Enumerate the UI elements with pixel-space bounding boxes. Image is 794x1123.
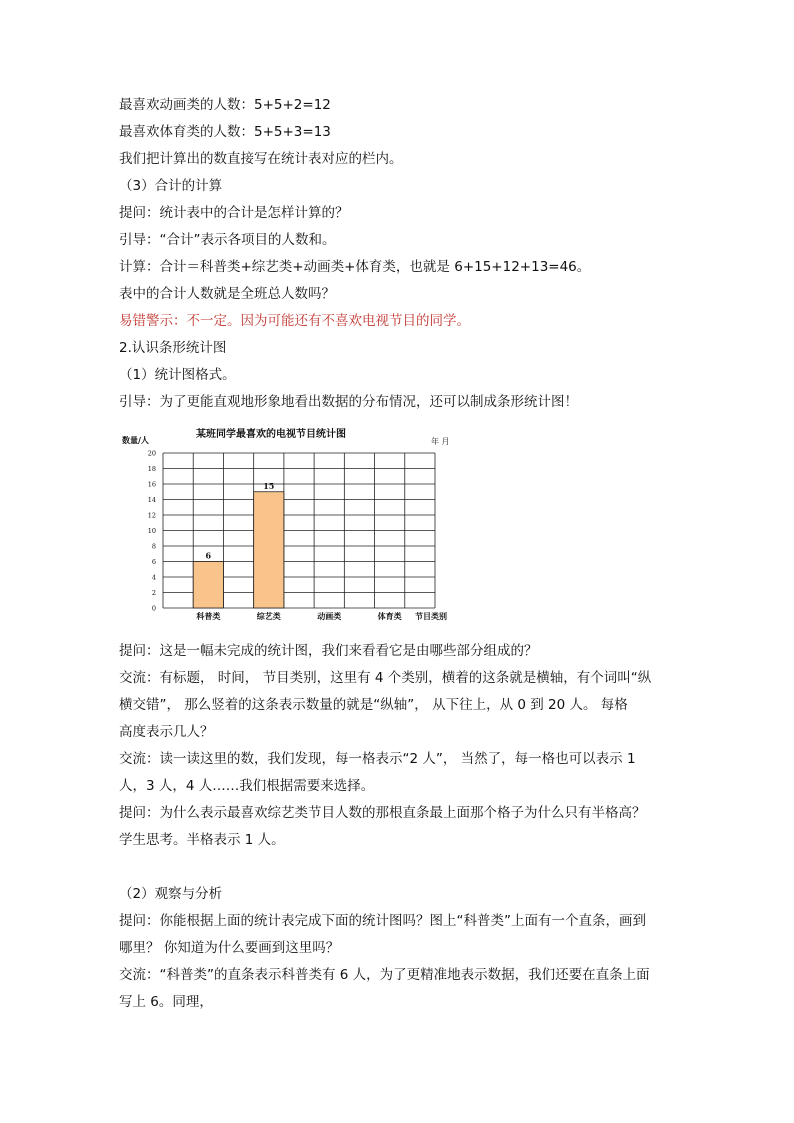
y-tick-label: 6 bbox=[151, 558, 156, 566]
text-line: 交流：“科普类”的直条表示科普类有 6 人，为了更精准地表示数据，我们还要在直条上面 bbox=[119, 967, 650, 983]
text-line: 提问：这是一幅未完成的统计图，我们来看看它是由哪些部分组成的？ bbox=[119, 643, 538, 659]
x-tick-label: 动画类 bbox=[317, 611, 342, 621]
bar-value-label: 6 bbox=[205, 550, 212, 561]
text-line: 写上 6。同理， bbox=[119, 994, 213, 1010]
bar bbox=[254, 492, 284, 608]
y-tick-label: 16 bbox=[147, 480, 156, 489]
y-axis-label: 数量/人 bbox=[122, 435, 149, 445]
bar-chart-svg bbox=[118, 424, 463, 624]
chart-date-label: 年 月 bbox=[431, 437, 450, 446]
x-tick-label: 综艺类 bbox=[256, 611, 281, 621]
text-line: 提问：统计表中的合计是怎样计算的？ bbox=[119, 205, 349, 221]
x-axis-label: 节目类别 bbox=[415, 611, 447, 621]
text-line: 最喜欢动画类的人数：5+5+2=12 bbox=[119, 97, 331, 113]
x-tick-label: 体育类 bbox=[377, 611, 402, 621]
y-tick-label: 14 bbox=[147, 496, 156, 504]
text-line: 引导：“合计”表示各项目的人数和。 bbox=[119, 232, 336, 248]
text-line: 计算：合计＝科普类+综艺类+动画类+体育类，也就是 6+15+12+13=46。 bbox=[119, 259, 591, 275]
bar bbox=[193, 562, 223, 609]
y-tick-label: 20 bbox=[147, 449, 156, 458]
chart-title: 某班同学最喜欢的电视节目统计图 bbox=[196, 429, 346, 440]
section-heading: （3）合计的计算 bbox=[119, 178, 223, 194]
y-tick-label: 12 bbox=[147, 511, 156, 520]
section-heading: （1）统计图格式。 bbox=[119, 367, 236, 383]
text-line: 横交错”， 那么竖着的这条表示数量的就是“纵轴”， 从下往上，从 0 到 20 人。 每格 bbox=[119, 697, 628, 713]
text-line: 交流：有标题， 时间， 节目类别，这里有 4 个类别，横着的这条就是横轴，有个词叫“纵 bbox=[119, 670, 652, 686]
y-tick-label: 0 bbox=[151, 604, 156, 613]
y-tick-label: 10 bbox=[147, 527, 156, 535]
y-tick-label: 2 bbox=[151, 589, 156, 597]
text-line: 高度表示几人？ bbox=[119, 724, 214, 740]
text-line: 引导：为了更能直观地形象地看出数据的分布情况，还可以制成条形统计图！ bbox=[119, 394, 578, 410]
text-line: 最喜欢体育类的人数：5+5+3=13 bbox=[119, 124, 331, 140]
x-tick-label: 科普类 bbox=[196, 611, 221, 621]
y-tick-label: 4 bbox=[151, 573, 156, 582]
text-line: 表中的合计人数就是全班总人数吗？ bbox=[119, 286, 335, 302]
bar-chart bbox=[118, 424, 463, 624]
text-line: 提问：为什么表示最喜欢综艺类节目人数的那根直条最上面那个格子为什么只有半格高？ bbox=[119, 805, 646, 821]
warning-line: 易错警示：不一定。因为可能还有不喜欢电视节目的同学。 bbox=[119, 313, 470, 329]
section-heading: （2）观察与分析 bbox=[119, 886, 223, 902]
text-line: 哪里？ 你知道为什么要画到这里吗？ bbox=[119, 940, 340, 956]
text-line: 人，3 人，4 人……我们根据需要来选择。 bbox=[119, 778, 375, 794]
text-line: 交流：读一读这里的数，我们发现，每一格表示“2 人”， 当然了，每一格也可以表示 1 bbox=[119, 751, 636, 767]
text-line: 我们把计算出的数直接写在统计表对应的栏内。 bbox=[119, 151, 403, 167]
text-line: 学生思考。半格表示 1 人。 bbox=[119, 832, 285, 848]
bar-value-label: 15 bbox=[263, 480, 275, 491]
text-line: 提问：你能根据上面的统计表完成下面的统计图吗？图上“科普类”上面有一个直条，画到 bbox=[119, 913, 646, 929]
y-tick-label: 8 bbox=[151, 542, 156, 551]
section-heading: 2.认识条形统计图 bbox=[119, 340, 227, 356]
y-tick-label: 18 bbox=[147, 465, 156, 473]
